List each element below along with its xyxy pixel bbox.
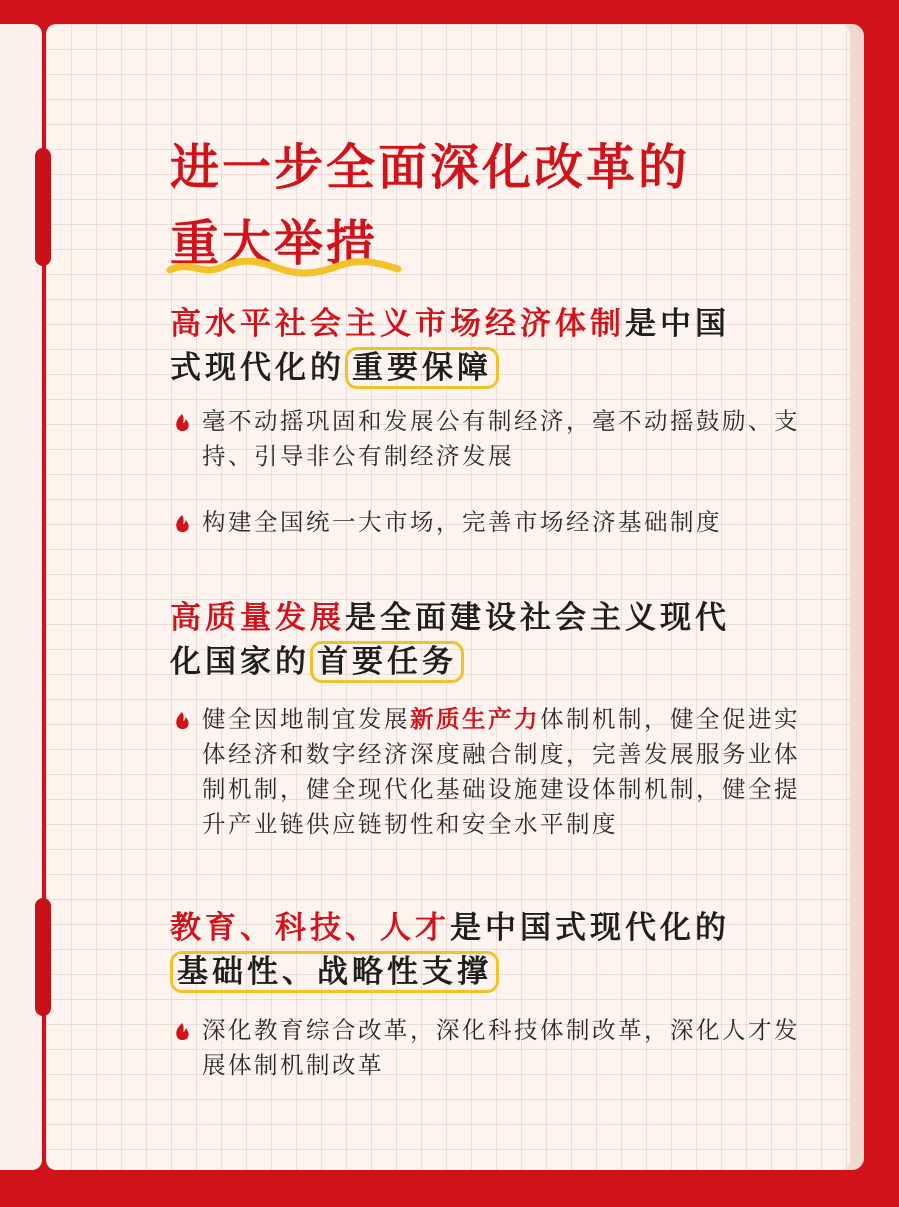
section-1-heading-mid: 是中国 (625, 306, 730, 342)
section-1-bullet-1-text: 毫不动摇巩固和发展公有制经济，毫不动摇鼓励、支持、引导非公有制经济发展 (202, 407, 800, 470)
section-2-bullet-1-post: 体制机制，健全促进实体经济和数字经济深度融合制度，完善发展服务业体制机制，健全现代化基础设施建设体制机制，健全提升产业链供应链韧性和安全水平制度 (202, 705, 800, 838)
binder-ring-top (35, 148, 51, 266)
section-3-heading (170, 906, 810, 994)
section-2-heading-mid: 是全面建设社会主义现代 (345, 600, 730, 636)
section-2-heading (170, 596, 810, 684)
title-line-2: 重大举措 (170, 215, 379, 272)
section-2-highlight: 首要任务 (310, 641, 464, 683)
flame-bullet-icon (174, 1022, 191, 1042)
section-3-bullet-1-text: 深化教育综合改革，深化科技体制改革，深化人才发展体制机制改革 (202, 1016, 800, 1079)
section-1-heading-prefix: 式现代化的 (170, 350, 345, 386)
binder-ring-bottom (35, 898, 51, 1016)
section-3-highlight: 基础性、战略性支撑 (170, 951, 499, 993)
section-1-bullet-2 (170, 505, 802, 540)
section-2-heading-prefix: 化国家的 (170, 644, 310, 680)
section-3-heading-mid: 是中国式现代化的 (450, 910, 730, 946)
section-1-heading-red: 高水平社会主义市场经济体制 (170, 306, 625, 342)
section-1-bullet-1 (170, 404, 802, 474)
section-1-heading (170, 302, 810, 390)
section-2-bullet-1 (170, 702, 802, 842)
title-line-1: 进一步全面深化改革的 (170, 139, 691, 196)
section-1-highlight: 重要保障 (345, 347, 499, 389)
flame-bullet-icon (174, 413, 191, 433)
flame-bullet-icon (174, 711, 191, 731)
content (170, 130, 810, 1079)
section-2-bullet-1-red: 新质生产力 (410, 705, 540, 733)
section-2-heading-red: 高质量发展 (170, 600, 345, 636)
section-3-heading-red: 教育、科技、人才 (170, 910, 450, 946)
section-3-bullet-1 (170, 1013, 802, 1083)
flame-bullet-icon (174, 514, 191, 534)
section-2-bullet-1-pre: 健全因地制宜发展 (202, 705, 410, 733)
section-1-bullet-2-text: 构建全国统一大市场，完善市场经济基础制度 (202, 508, 722, 536)
yellow-squiggle-underline (166, 254, 402, 280)
